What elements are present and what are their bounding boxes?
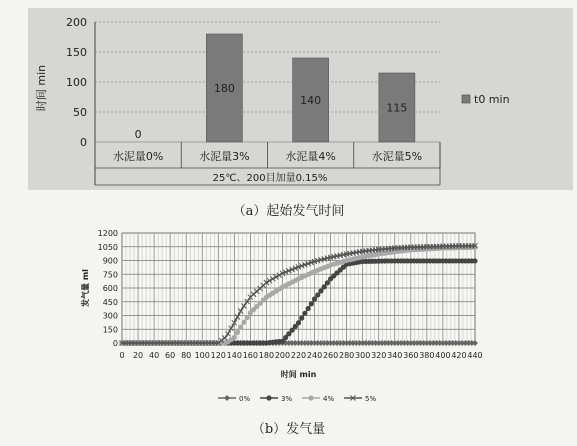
data-point — [309, 301, 314, 306]
bar-data-label: 0 — [134, 128, 142, 141]
x-tick-label: 40 — [148, 351, 160, 360]
category-label: 水泥量3% — [199, 150, 250, 163]
x-tick-label: 400 — [435, 351, 451, 360]
x-tick-label: 240 — [306, 351, 323, 360]
x-tick-label: 20 — [132, 351, 144, 360]
data-point — [325, 280, 330, 285]
y-tick-label: 150 — [66, 46, 87, 59]
data-point — [318, 288, 323, 293]
category-label: 水泥量0% — [112, 150, 164, 163]
data-point — [245, 315, 250, 320]
y-tick-label: 50 — [73, 106, 87, 119]
x-tick-label: 320 — [371, 351, 387, 360]
legend-marker — [266, 395, 271, 400]
y-axis-label: 发气量 ml — [81, 269, 90, 307]
x-tick-label: 120 — [210, 351, 226, 360]
data-point — [312, 296, 317, 301]
data-point — [235, 330, 240, 335]
x-tick-label: 440 — [467, 351, 483, 360]
data-point — [302, 311, 307, 316]
y-tick-label: 900 — [102, 256, 118, 266]
x-tick-label: 340 — [387, 351, 403, 360]
caption-a: （a）起始发气时间 — [232, 204, 345, 219]
data-point — [315, 292, 320, 297]
y-tick-label: 0 — [112, 339, 118, 348]
y-axis-label: 时间 min — [35, 64, 48, 112]
y-tick-label: 300 — [102, 311, 118, 321]
legend-label: 3% — [281, 395, 293, 403]
caption-b: （b）发气量 — [251, 422, 326, 437]
data-point — [232, 335, 237, 340]
y-tick-label: 450 — [102, 297, 118, 307]
legend-label: 5% — [365, 395, 377, 403]
legend-item-3% — [260, 395, 292, 403]
bar-data-label: 115 — [386, 101, 408, 115]
x-tick-label: 60 — [165, 351, 176, 360]
x-tick-label: 0 — [119, 351, 125, 360]
x-tick-label: 300 — [355, 351, 371, 360]
x-tick-label: 260 — [322, 351, 339, 360]
category-label: 水泥量5% — [371, 150, 423, 163]
y-tick-label: 600 — [102, 284, 118, 293]
x-tick-label: 360 — [403, 351, 419, 360]
data-point — [322, 284, 327, 289]
x-tick-label: 80 — [181, 351, 192, 360]
y-tick-label: 200 — [66, 16, 87, 29]
bar-data-label: 140 — [300, 94, 322, 107]
data-point — [306, 306, 311, 311]
y-tick-label: 0 — [80, 136, 87, 149]
x-axis-label: 时间 min — [280, 370, 317, 379]
x-tick-label: 180 — [258, 351, 275, 360]
x-tick-label: 200 — [274, 351, 291, 360]
data-point — [296, 320, 301, 325]
x-axis-label: 25℃、200目加量0.15% — [212, 173, 328, 184]
x-tick-label: 380 — [419, 351, 435, 360]
x-tick-label: 160 — [242, 351, 259, 360]
legend-item-4% — [302, 395, 334, 403]
legend-item-0% — [218, 395, 250, 403]
legend-label: 4% — [323, 395, 335, 403]
category-label: 水泥量4% — [285, 150, 336, 163]
data-point — [472, 258, 477, 263]
data-point — [238, 325, 243, 330]
legend-label: 0% — [239, 395, 251, 403]
legend-item-5% — [344, 395, 376, 403]
y-tick-label: 1200 — [97, 229, 118, 238]
x-tick-label: 140 — [226, 351, 242, 360]
x-tick-label: 420 — [451, 351, 467, 360]
data-point — [299, 315, 304, 320]
y-tick-label: 750 — [102, 270, 118, 280]
data-point — [241, 320, 246, 325]
x-tick-label: 100 — [194, 351, 210, 360]
legend-label: t0 min — [474, 93, 510, 106]
legend-marker — [308, 395, 313, 400]
bar-data-label: 180 — [213, 82, 235, 95]
y-tick-label: 1050 — [97, 242, 118, 252]
y-tick-label: 100 — [66, 76, 87, 89]
x-tick-label: 220 — [290, 351, 307, 360]
x-tick-label: 280 — [338, 351, 355, 360]
y-tick-label: 150 — [102, 325, 118, 335]
legend-marker — [224, 395, 230, 401]
